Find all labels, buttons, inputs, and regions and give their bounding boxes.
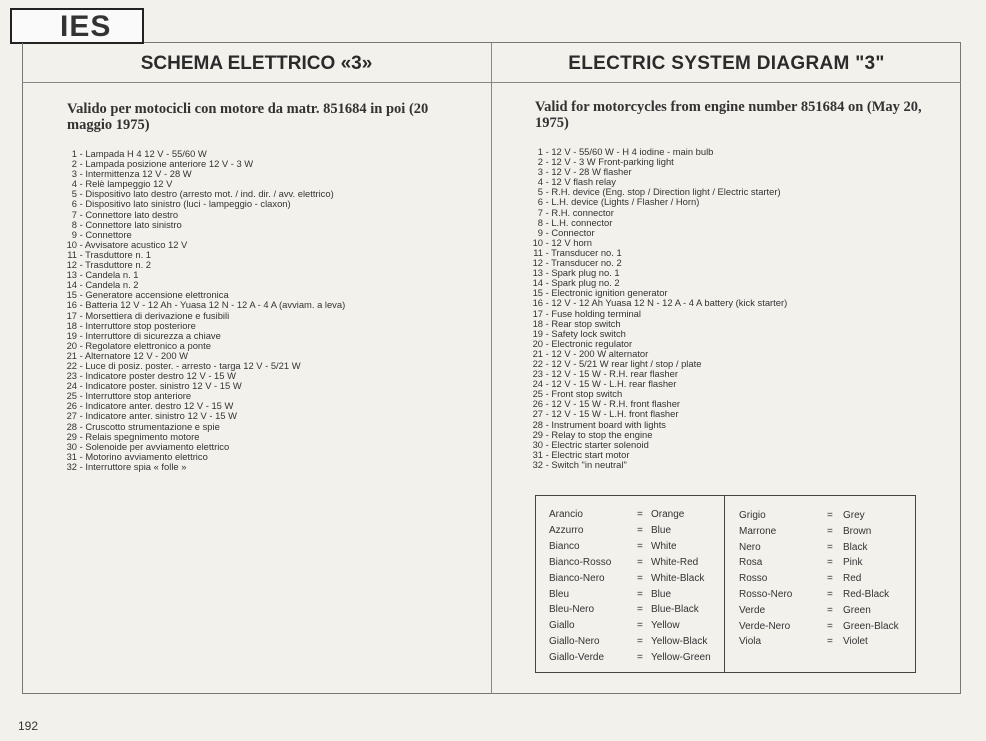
- item-number: 13: [532, 267, 543, 279]
- color-equals: =: [827, 557, 833, 569]
- color-english: White-Black: [651, 572, 705, 584]
- item-separator: -: [77, 168, 86, 180]
- item-text: Electronic ignition generator: [551, 287, 668, 299]
- color-equals: =: [827, 620, 833, 632]
- item-separator: -: [77, 359, 86, 371]
- color-equals: =: [637, 572, 643, 584]
- item-number: 27: [532, 408, 543, 420]
- item-number: 3: [71, 168, 77, 180]
- item-number: 25: [66, 390, 77, 402]
- item-separator: -: [543, 176, 552, 188]
- color-legend-divider: [724, 495, 725, 673]
- item-text: Interruttore di sicurezza a chiave: [85, 329, 221, 341]
- color-english: Brown: [843, 525, 872, 537]
- item-separator: -: [543, 418, 552, 430]
- item-number: 23: [66, 370, 77, 382]
- item-separator: -: [543, 277, 552, 289]
- item-text: Connector: [551, 226, 595, 238]
- color-english: Grey: [843, 510, 865, 521]
- item-number: 17: [66, 309, 77, 321]
- color-english: Orange: [651, 509, 685, 520]
- color-english: Blue-Black: [651, 604, 699, 616]
- item-number: 18: [532, 317, 543, 329]
- item-text: Generatore accensione elettronica: [85, 289, 229, 301]
- item-number: 23: [532, 368, 543, 380]
- item-separator: -: [77, 289, 86, 301]
- item-separator: -: [543, 448, 552, 460]
- color-equals: =: [637, 652, 643, 664]
- item-number: 21: [66, 349, 77, 361]
- item-text: Batteria 12 V - 12 Ah - Yuasa 12 N - 12 A - 4 A (avviam. a leva): [85, 299, 346, 311]
- item-separator: -: [77, 188, 86, 200]
- color-italian: Arancio: [549, 509, 583, 520]
- item-number: 22: [66, 359, 77, 371]
- item-separator: -: [77, 198, 86, 210]
- item-separator: -: [543, 216, 552, 228]
- item-number: 4: [537, 176, 543, 188]
- item-text: 12 V - 5/21 W rear light / stop / plate: [551, 357, 702, 369]
- item-number: 15: [66, 289, 77, 301]
- item-text: Transducer no. 1: [551, 246, 622, 258]
- item-separator: -: [543, 317, 552, 329]
- item-number: 30: [532, 438, 543, 450]
- color-italian: Azzurro: [549, 524, 584, 536]
- item-number: 26: [66, 400, 77, 412]
- item-text: Luce di posiz. poster. - arresto - targa 12 V - 5/21 W: [85, 359, 301, 371]
- color-english: White: [651, 540, 677, 552]
- color-equals: =: [827, 525, 833, 537]
- item-text: 12 V - 15 W - L.H. front flasher: [551, 408, 679, 420]
- item-separator: -: [543, 347, 552, 359]
- left-title: SCHEMA ELETTRICO «3»: [140, 53, 373, 74]
- item-text: 12 V horn: [551, 236, 592, 248]
- item-separator: -: [77, 279, 86, 291]
- color-english: Red: [843, 573, 862, 585]
- item-text: Candela n. 2: [85, 279, 139, 291]
- item-text: Trasduttore n. 2: [85, 259, 152, 271]
- item-separator: -: [543, 388, 552, 400]
- item-number: 28: [532, 418, 543, 430]
- item-separator: -: [77, 390, 86, 402]
- color-english: White-Red: [651, 556, 699, 568]
- column-divider: [491, 43, 492, 694]
- item-text: Relay to stop the engine: [551, 428, 653, 440]
- item-separator: -: [77, 319, 86, 331]
- item-separator: -: [543, 186, 552, 198]
- item-number: 17: [532, 307, 543, 319]
- color-equals: =: [637, 540, 643, 552]
- color-italian: Bianco: [549, 540, 580, 552]
- item-separator: -: [77, 299, 86, 311]
- item-text: Rear stop switch: [551, 317, 621, 329]
- color-equals: =: [827, 541, 833, 553]
- item-number: 6: [537, 196, 543, 208]
- item-number: 2: [71, 158, 77, 170]
- item-text: Indicatore anter. destro 12 V - 15 W: [85, 400, 234, 412]
- item-separator: -: [77, 208, 86, 220]
- color-italian: Bleu-Nero: [549, 604, 595, 616]
- item-text: Motorino avviamento elettrico: [85, 450, 208, 462]
- right-component-list: [529, 147, 787, 470]
- item-text: Lampada posizione anteriore 12 V - 3 W: [85, 158, 254, 170]
- item-text: Safety lock switch: [551, 327, 626, 339]
- color-english: Green: [843, 604, 871, 616]
- color-equals: =: [827, 510, 833, 521]
- item-separator: -: [543, 236, 552, 248]
- color-italian: Rosso-Nero: [739, 589, 793, 600]
- color-english: Blue: [651, 524, 672, 536]
- color-equals: =: [637, 604, 643, 616]
- color-italian: Nero: [739, 541, 761, 553]
- item-number: 11: [533, 246, 543, 258]
- item-separator: -: [77, 178, 86, 190]
- item-number: 18: [66, 319, 77, 331]
- item-separator: -: [543, 408, 552, 420]
- item-number: 30: [66, 440, 77, 452]
- item-text: Spark plug no. 2: [551, 277, 620, 289]
- color-italian: Rosa: [739, 557, 763, 569]
- color-equals: =: [827, 636, 833, 648]
- item-number: 14: [532, 277, 543, 289]
- item-separator: -: [77, 430, 86, 442]
- item-number: 26: [532, 398, 543, 410]
- item-separator: -: [543, 378, 552, 390]
- color-equals: =: [637, 556, 643, 568]
- color-italian: Bleu: [549, 588, 570, 600]
- section-label-box: [10, 8, 144, 44]
- item-text: Connettore lato sinistro: [85, 218, 182, 230]
- item-text: Relais spegnimento motore: [85, 430, 200, 442]
- item-separator: -: [543, 368, 552, 380]
- color-italian: Bianco-Rosso: [549, 556, 612, 568]
- item-number: 5: [537, 186, 543, 198]
- color-english: Yellow-Green: [651, 652, 711, 664]
- item-text: 12 V - 3 W Front-parking light: [551, 156, 674, 168]
- item-text: Trasduttore n. 1: [85, 248, 152, 260]
- color-equals: =: [637, 509, 643, 520]
- item-text: Avvisatore acustico 12 V: [84, 238, 188, 250]
- item-number: 20: [532, 337, 543, 349]
- item-separator: -: [543, 297, 552, 309]
- item-separator: -: [77, 450, 86, 462]
- left-intro: Valido per motocicli con motore da matr. 851684 in poi (20 maggio 1975): [67, 101, 429, 133]
- item-separator: -: [77, 420, 86, 432]
- item-text: Lampada H 4 12 V - 55/60 W: [85, 148, 207, 159]
- item-number: 27: [66, 410, 77, 422]
- item-text: R.H. connector: [551, 206, 614, 218]
- item-number: 16: [66, 299, 77, 311]
- color-equals: =: [637, 588, 643, 600]
- item-text: Electric starter solenoid: [551, 438, 649, 450]
- page-number: 192: [18, 719, 39, 733]
- item-number: 7: [537, 206, 543, 218]
- color-italian: Viola: [739, 636, 762, 648]
- item-number: 3: [537, 166, 543, 178]
- item-text: Interruttore spia « folle »: [85, 460, 187, 472]
- item-number: 29: [66, 430, 77, 442]
- item-number: 7: [71, 208, 77, 220]
- item-separator: -: [543, 146, 552, 157]
- list-item: [529, 460, 787, 470]
- item-text: Connettore lato destro: [85, 208, 179, 220]
- item-number: 31: [532, 448, 543, 460]
- color-italian: Giallo-Nero: [549, 636, 600, 648]
- item-separator: -: [77, 370, 86, 382]
- item-text: 12 V - 28 W flasher: [551, 166, 632, 178]
- item-text: 12 V - 55/60 W - H 4 iodine - main bulb: [551, 146, 714, 157]
- item-text: Relè lampeggio 12 V: [85, 178, 173, 190]
- item-text: R.H. device (Eng. stop / Direction light / Electric starter): [551, 186, 781, 198]
- item-text: Fuse holding terminal: [551, 307, 641, 319]
- item-separator: -: [543, 307, 552, 319]
- item-text: 12 V flash relay: [551, 176, 616, 188]
- item-separator: -: [543, 327, 552, 339]
- color-italian: Giallo: [549, 620, 575, 632]
- item-separator: -: [77, 309, 86, 321]
- color-italian: Marrone: [739, 525, 777, 537]
- item-separator: -: [77, 339, 86, 351]
- item-text: Solenoide per avviamento elettrico: [85, 440, 230, 452]
- item-text: Alternatore 12 V - 200 W: [84, 349, 189, 361]
- item-separator: -: [543, 458, 552, 470]
- right-intro: Valid for motorcycles from engine number 851684 on (May 20, 1975): [535, 99, 922, 131]
- item-separator: -: [543, 438, 552, 450]
- item-text: Spark plug no. 1: [551, 267, 620, 279]
- item-text: L.H. device (Lights / Flasher / Horn): [551, 196, 700, 208]
- color-equals: =: [827, 573, 833, 585]
- item-number: 15: [532, 287, 543, 299]
- item-separator: -: [543, 357, 552, 369]
- item-number: 19: [66, 329, 77, 341]
- item-text: 12 V - 12 Ah Yuasa 12 N - 12 A - 4 A battery (kick starter): [551, 297, 788, 309]
- item-number: 19: [532, 327, 543, 339]
- item-text: Connettore: [85, 228, 132, 240]
- item-text: Instrument board with lights: [551, 418, 666, 430]
- item-separator: -: [543, 337, 552, 349]
- color-italian: Rosso: [739, 573, 768, 585]
- item-number: 11: [67, 248, 77, 260]
- item-text: Morsettiera di derivazione e fusibili: [85, 309, 230, 321]
- item-separator: -: [543, 287, 552, 299]
- color-english: Yellow: [651, 620, 680, 632]
- item-text: Indicatore poster. sinistro 12 V - 15 W: [85, 380, 242, 392]
- item-separator: -: [77, 380, 86, 392]
- item-number: 20: [66, 339, 77, 351]
- item-number: 4: [71, 178, 77, 190]
- item-number: 2: [537, 156, 543, 168]
- item-text: Indicatore anter. sinistro 12 V - 15 W: [85, 410, 237, 422]
- color-equals: =: [637, 524, 643, 536]
- item-number: 22: [532, 357, 543, 369]
- item-text: Regolatore elettronico a ponte: [85, 339, 211, 351]
- color-english: Red-Black: [843, 589, 890, 600]
- item-separator: -: [77, 238, 85, 250]
- item-number: 12: [66, 259, 77, 271]
- item-separator: -: [77, 269, 86, 281]
- color-italian: Verde: [739, 604, 766, 616]
- item-text: Intermittenza 12 V - 28 W: [85, 168, 192, 180]
- item-number: 8: [537, 216, 543, 228]
- color-italian: Verde-Nero: [739, 620, 791, 632]
- item-number: 9: [71, 228, 77, 240]
- item-separator: -: [543, 398, 552, 410]
- item-number: 31: [66, 450, 77, 462]
- item-number: 21: [532, 347, 543, 359]
- item-separator: -: [543, 166, 552, 178]
- item-text: Interruttore stop anteriore: [85, 390, 192, 402]
- item-text: Cruscotto strumentazione e spie: [85, 420, 220, 432]
- item-text: Interruttore stop posteriore: [85, 319, 196, 331]
- color-equals: =: [637, 620, 643, 632]
- item-number: 28: [66, 420, 77, 432]
- color-english: Blue: [651, 588, 672, 600]
- item-number: 32: [66, 460, 77, 472]
- item-number: 9: [537, 226, 543, 238]
- item-number: 10: [532, 236, 543, 248]
- item-number: 14: [66, 279, 77, 291]
- item-number: 16: [532, 297, 543, 309]
- item-number: 6: [71, 198, 77, 210]
- item-text: Dispositivo lato destro (arresto mot. / ind. dir. / avv. elettrico): [85, 188, 334, 200]
- item-number: 8: [71, 218, 77, 230]
- item-separator: -: [77, 228, 86, 240]
- item-separator: -: [77, 329, 86, 341]
- item-separator: -: [77, 248, 86, 260]
- section-label: IES: [60, 10, 112, 43]
- item-text: Electronic regulator: [551, 337, 633, 349]
- item-text: L.H. connector: [551, 216, 613, 228]
- item-separator: -: [77, 410, 86, 422]
- item-separator: -: [77, 148, 86, 159]
- item-text: 12 V - 200 W alternator: [551, 347, 649, 359]
- item-text: Front stop switch: [551, 388, 623, 400]
- color-equals: =: [637, 636, 643, 648]
- item-text: Indicatore poster destro 12 V - 15 W: [85, 370, 236, 382]
- item-separator: -: [77, 460, 86, 472]
- item-text: 12 V - 15 W - R.H. front flasher: [551, 398, 681, 410]
- color-english: Violet: [843, 636, 868, 648]
- right-title: ELECTRIC SYSTEM DIAGRAM "3": [568, 53, 885, 74]
- item-text: Candela n. 1: [85, 269, 139, 281]
- item-separator: -: [543, 206, 552, 218]
- item-separator: -: [543, 196, 552, 208]
- item-separator: -: [543, 246, 552, 258]
- item-number: 29: [532, 428, 543, 440]
- item-number: 25: [532, 388, 543, 400]
- item-separator: -: [77, 259, 86, 271]
- item-separator: -: [543, 257, 552, 269]
- item-text: Switch "in neutral": [551, 458, 627, 470]
- item-number: 13: [66, 269, 77, 281]
- item-text: Transducer no. 2: [551, 257, 622, 269]
- item-text: Dispositivo lato sinistro (luci - lampeggio - claxon): [85, 198, 291, 210]
- item-text: Electric start motor: [551, 448, 630, 460]
- item-separator: -: [543, 267, 552, 279]
- item-number: 32: [532, 458, 543, 470]
- item-separator: -: [543, 226, 552, 238]
- item-number: 12: [532, 257, 543, 269]
- color-english: Yellow-Black: [651, 636, 708, 648]
- left-component-list: [63, 149, 345, 472]
- list-item: [63, 462, 345, 472]
- item-number: 1: [537, 146, 543, 157]
- color-english: Black: [843, 541, 868, 553]
- item-separator: -: [77, 440, 86, 452]
- item-text: 12 V - 15 W - R.H. rear flasher: [551, 368, 678, 380]
- color-italian: Grigio: [739, 510, 766, 521]
- item-separator: -: [77, 158, 86, 170]
- color-equals: =: [827, 589, 833, 600]
- item-separator: -: [543, 156, 552, 168]
- item-number: 1: [71, 148, 77, 159]
- item-number: 10: [66, 238, 77, 250]
- color-italian: Giallo-Verde: [549, 652, 605, 664]
- color-english: Pink: [843, 557, 863, 569]
- item-separator: -: [77, 218, 86, 230]
- item-separator: -: [543, 428, 552, 440]
- color-equals: =: [827, 604, 833, 616]
- item-separator: -: [77, 400, 86, 412]
- item-number: 24: [66, 380, 77, 392]
- item-number: 24: [532, 378, 543, 390]
- item-separator: -: [77, 349, 85, 361]
- color-italian: Bianco-Nero: [549, 572, 605, 584]
- color-english: Green-Black: [843, 620, 899, 632]
- item-number: 5: [71, 188, 77, 200]
- item-text: 12 V - 15 W - L.H. rear flasher: [551, 378, 677, 390]
